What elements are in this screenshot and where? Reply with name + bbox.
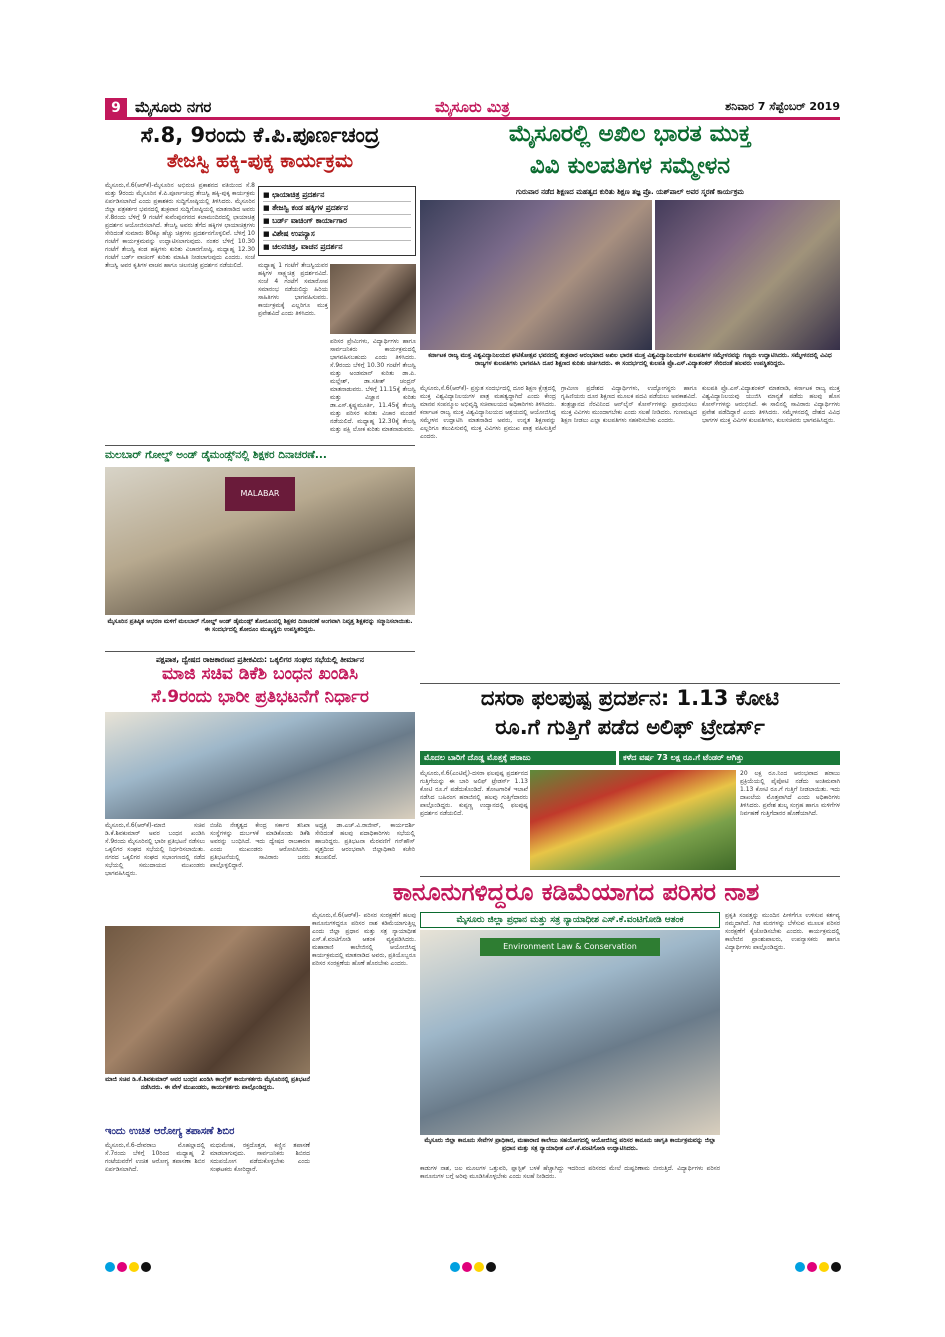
magenta-dot [807, 1262, 817, 1272]
dateline: ಶನಿವಾರ 7 ಸೆಪ್ಟೆಂಬರ್ 2019 [725, 100, 840, 113]
story7-caption: ಮಾಜಿ ಸಚಿವ ಡಿ.ಕೆ.ಶಿವಕುಮಾರ್ ಅವರ ಬಂಧನ ಖಂಡಿಸಿ ಕಾಂಗ್ರೆಸ್ ಕಾರ್ಯಕರ್ತರು ಮೈಸೂರಿನಲ್ಲಿ ಪ್ರತಿಭಟನೆ ನಡೆಸಿದರು. ಈ ವೇಳೆ ಮುಖಂಡರು, ಕಾರ್ಯಕರ್ತರು ಪಾಲ್ಗೊಂಡಿದ್ದರು. [105, 1076, 310, 1091]
section-title: ಮೈಸೂರು ನಗರ [135, 98, 212, 116]
cyan-dot [450, 1262, 460, 1272]
highlight-item: ■ ತೇಜಸ್ವಿ ಕಂಡ ಹಕ್ಕಿಗಳ ಪ್ರದರ್ಶನ [263, 202, 411, 215]
highlight-item: ■ ಬರ್ಡ್ ವಾಚಿಂಗ್ ಕಾರ್ಯಾಗಾರ [263, 215, 411, 228]
story2-photo-main [420, 200, 652, 350]
story1-headline-2: ತೇಜಸ್ವಿ ಹಕ್ಕಿ-ಪುಕ್ಕ ಕಾರ್ಯಕ್ರಮ [166, 150, 354, 172]
story1-highlights [258, 186, 416, 256]
story5-headline-2: ರೂ.ಗೆ ಗುತ್ತಿಗೆ ಪಡೆದ ಅಲಿಫ್ ಟ್ರೇಡರ್ಸ್ [495, 715, 765, 739]
malabar-sign: MALABAR [225, 477, 295, 511]
cyan-dot [105, 1262, 115, 1272]
story7-col2: ಮಧುಮೇಹ, ರಕ್ತದೊತ್ತಡ, ಕಣ್ಣಿನ ತಪಾಸಣೆ ಮಾಡಲಾಗುವುದು. ಸಾರ್ವಜನಿಕರು ಶಿಬಿರದ ಸದುಪಯೋಗ ಪಡೆದುಕೊಳ್ಳಬೇಕು ಎಂದು ಸಂಘಟಕರು ಕೋರಿದ್ದಾರೆ. [210, 1142, 310, 1173]
story6-col3: ಪ್ರಕೃತಿ ಸಂಪತ್ತನ್ನು ಮುಂದಿನ ಪೀಳಿಗೆಗೂ ಉಳಿಸುವ ಕರ್ತವ್ಯ ನಮ್ಮದಾಗಿದೆ. ಗಿಡ ಮರಗಳನ್ನು ಬೆಳೆಸುವ ಮೂಲಕ ಪರಿಸರ ಸಂರಕ್ಷಣೆಗೆ ಕೈಜೋಡಿಸಬೇಕು ಎಂದರು. ಕಾರ್ಯಕ್ರಮದಲ್ಲಿ ಕಾಲೇಜಿನ ಪ್ರಾಂಶುಪಾಲರು, ಉಪನ್ಯಾಸಕರು ಹಾಗೂ ವಿದ್ಯಾರ್ಥಿಗಳು ಪಾಲ್ಗೊಂಡಿದ್ದರು. [725, 912, 840, 951]
story5-col1: ಮೈಸೂರು,ಸೆ.6(ಎಂಟಿವೈ)-ದಸರಾ ಫಲಪುಷ್ಪ ಪ್ರದರ್ಶನದ ಗುತ್ತಿಗೆಯನ್ನು ಈ ಬಾರಿ ಅಲಿಫ್ ಟ್ರೇಡರ್ಸ್ 1.13 ಕೋಟಿ ರೂ.ಗೆ ಪಡೆದುಕೊಂಡಿದೆ. ತೋಟಗಾರಿಕೆ ಇಲಾಖೆ ನಡೆಸಿದ ಬಹಿರಂಗ ಹರಾಜಿನಲ್ಲಿ ಹಲವು ಗುತ್ತಿಗೆದಾರರು ಪಾಲ್ಗೊಂಡಿದ್ದರು. ಕುಪ್ಪಣ್ಣ ಉದ್ಯಾನದಲ್ಲಿ ಫಲಪುಷ್ಪ ಪ್ರದರ್ಶನ ನಡೆಯಲಿದೆ. [420, 770, 528, 817]
registration-marks-center [450, 1262, 496, 1272]
divider [105, 445, 415, 446]
event-banner: Environment Law & Conservation [480, 938, 660, 956]
story3-caption: ಮೈಸೂರಿನ ಪ್ರತಿಷ್ಠಿತ ಆಭರಣ ಮಳಿಗೆ ಮಲಬಾರ್ ಗೋಲ್ಡ್ ಅಂಡ್ ಡೈಮಂಡ್ಸ್ ಶೋರೂಂನಲ್ಲಿ ಶಿಕ್ಷಕರ ದಿನಾಚರಣೆ ಅಂಗವಾಗಿ ನಿವೃತ್ತ ಶಿಕ್ಷಕರನ್ನು ಸನ್ಮಾನಿಸಲಾಯಿತು. ಈ ಸಂದರ್ಭದಲ್ಲಿ ಶೋರೂಂ ಮುಖ್ಯಸ್ಥರು ಉಪಸ್ಥಿತರಿದ್ದರು. [107, 618, 413, 633]
black-dot [486, 1262, 496, 1272]
story1-headline-1: ಸೆ.8, 9ರಂದು ಕೆ.ಪಿ.ಪೂರ್ಣಚಂದ್ರ [140, 123, 380, 147]
brand-logo: ಮೈಸೂರು ಮಿತ್ರ [435, 98, 510, 116]
story4-photo [105, 712, 415, 819]
cyan-dot [795, 1262, 805, 1272]
story7-photo [105, 926, 310, 1074]
story1-col2: ಪರಿಸರ ಪ್ರೇಮಿಗಳು, ವಿದ್ಯಾರ್ಥಿಗಳು ಹಾಗೂ ಸಾರ್ವಜನಿಕರು ಕಾರ್ಯಕ್ರಮದಲ್ಲಿ ಭಾಗವಹಿಸಬಹುದು ಎಂದು ತಿಳಿಸಿದರು. ಸೆ.9ರಂದು ಬೆಳಿಗ್ಗೆ 10.30 ಗಂಟೆಗೆ ತೇಜಸ್ವಿ ಮತ್ತು ಅಂಡಮಾನ್ ಕುರಿತು ಡಾ.ಪಿ. ಮಲ್ಲೇಶ್, ಡಾ.ಸತೀಶ್ ಚಂದ್ರನ್ ಮಾತನಾಡುವರು. ಬೆಳಿಗ್ಗೆ 11.15ಕ್ಕೆ ತೇಜಸ್ವಿ ಮತ್ತು ವಿಜ್ಞಾನ ಕುರಿತು ಡಾ.ಎಸ್.ಕೃಷ್ಣಮೂರ್ತಿ, 11.45ಕ್ಕೆ ತೇಜಸ್ವಿ ಮತ್ತು ಪರಿಸರ ಕುರಿತು ವಿಚಾರ ಮಂಡನೆ ನಡೆಯಲಿದೆ. ಮಧ್ಯಾಹ್ನ 12.30ಕ್ಕೆ ತೇಜಸ್ವಿ ಮತ್ತು ಪಕ್ಷಿ ಲೋಕ ಕುರಿತು ಮಾತನಾಡುವರು. [330, 338, 416, 433]
highlight-item: ■ ಛಾಯಾಚಿತ್ರ ಪ್ರದರ್ಶನ [263, 189, 411, 202]
divider [105, 651, 415, 652]
story7-headline: ಇಂದು ಉಚಿತ ಆರೋಗ್ಯ ತಪಾಸಣೆ ಶಿಬಿರ [105, 1126, 235, 1137]
registration-marks-left [105, 1262, 151, 1272]
highlight-item: ■ ವಿಶೇಷ ಉಪನ್ಯಾಸ [263, 228, 411, 241]
story5-strip-2: ಕಳೆದ ವರ್ಷ 73 ಲಕ್ಷ ರೂ.ಗೆ ಟೆಂಡರ್ ಆಗಿತ್ತು [619, 751, 840, 765]
story5-photo [530, 770, 736, 870]
divider [420, 876, 840, 877]
story4-headline-1: ಮಾಜಿ ಸಚಿವ ಡಿಕೆಶಿ ಬಂಧನ ಖಂಡಿಸಿ [161, 664, 359, 684]
story3-headline: ಮಲಬಾರ್ ಗೋಲ್ಡ್ ಅಂಡ್ ಡೈಮಂಡ್ಸ್‌ನಲ್ಲಿ ಶಿಕ್ಷಕರ ದಿನಾಚರಣೆ... [105, 449, 327, 461]
story1-col1: ಮೈಸೂರು,ಸೆ.6(ಆರ್‌ಕೆ)-ಮೈಸೂರಿನ ಅಭಿರುಚಿ ಪ್ರಕಾಶನದ ವತಿಯಿಂದ ಸೆ.8 ಮತ್ತು 9ರಂದು ಮೈಸೂರಿನ ಕೆ.ಪಿ.ಪೂರ್ಣಚಂದ್ರ ತೇಜಸ್ವಿ ಹಕ್ಕಿ-ಪುಕ್ಕ ಕಾರ್ಯಕ್ರಮ ಏರ್ಪಡಿಸಲಾಗಿದೆ ಎಂದು ಪ್ರಕಾಶಕರು ಸುದ್ದಿಗೋಷ್ಠಿಯಲ್ಲಿ ತಿಳಿಸಿದರು. ಮೈಸೂರಿನ ಜಿಲ್ಲಾ ಪತ್ರಕರ್ತರ ಭವನದಲ್ಲಿ ಶುಕ್ರವಾರ ಸುದ್ದಿಗೋಷ್ಠಿಯಲ್ಲಿ ಮಾತನಾಡಿದ ಅವರು ಸೆ.8ರಂದು ಬೆಳಿಗ್ಗೆ 9 ಗಂಟೆಗೆ ಕುವೆಂಪುನಗರದ ಕಲಾಮಂದಿರದಲ್ಲಿ ಛಾಯಾಚಿತ್ರ ಪ್ರದರ್ಶನ ಆಯೋಜಿಸಲಾಗಿದೆ. ತೇಜಸ್ವಿ ಅವರು ತೆಗೆದ ಹಕ್ಕಿಗಳ ಛಾಯಾಚಿತ್ರಗಳು ಸೇರಿದಂತೆ ಸುಮಾರು 80ಕ್ಕೂ ಹೆಚ್ಚು ಚಿತ್ರಗಳು ಪ್ರದರ್ಶನಗೊಳ್ಳಲಿವೆ. ಬೆಳಿಗ್ಗೆ 10 ಗಂಟೆಗೆ ಕಾರ್ಯಕ್ರಮವನ್ನು ಉದ್ಘಾಟಿಸಲಾಗುವುದು. ನಂತರ ಬೆಳಿಗ್ಗೆ 10.30 ಗಂಟೆಗೆ ತೇಜಸ್ವಿ ಕಂಡ ಹಕ್ಕಿಗಳು ಕುರಿತು ವಿಚಾರಗೋಷ್ಠಿ, ಮಧ್ಯಾಹ್ನ 12.30 ಗಂಟೆಗೆ ಬರ್ಡ್ ವಾಚಿಂಗ್ ಕುರಿತು ಮಾಹಿತಿ ನೀಡಲಾಗುವುದು ಎಂದರು. ಸಂಜೆ ತೇಜಸ್ವಿ ಅವರ ಕೃತಿಗಳ ವಾಚನ ಹಾಗೂ ಚಲನಚಿತ್ರ ಪ್ರದರ್ಶನ ನಡೆಯಲಿದೆ. [105, 182, 255, 269]
story3-photo [105, 467, 415, 615]
magenta-dot [117, 1262, 127, 1272]
yellow-dot [474, 1262, 484, 1272]
story2-photo-side [655, 200, 840, 350]
story4-col1: ಮೈಸೂರು,ಸೆ.6(ಆರ್‌ಕೆ)-ಮಾಜಿ ಸಚಿವ ಡಿ.ಕೆ.ಶಿವಕುಮಾರ್ ಅವರ ಬಂಧನ ಖಂಡಿಸಿ ಸೆ.9ರಂದು ಮೈಸೂರಿನಲ್ಲಿ ಭಾರೀ ಪ್ರತಿಭಟನೆ ನಡೆಸಲು ಒಕ್ಕಲಿಗರ ಸಂಘದ ಸಭೆಯಲ್ಲಿ ನಿರ್ಧರಿಸಲಾಯಿತು. ನಗರದ ಒಕ್ಕಲಿಗರ ಸಂಘದ ಸಭಾಂಗಣದಲ್ಲಿ ನಡೆದ ಸಭೆಯಲ್ಲಿ ಸಮುದಾಯದ ಮುಖಂಡರು ಭಾಗವಹಿಸಿದ್ದರು. [105, 822, 205, 877]
story2-headline-1: ಮೈಸೂರಲ್ಲಿ ಅಖಿಲ ಭಾರತ ಮುಕ್ತ [508, 121, 752, 147]
story6-caption: ಮೈಸೂರು ಜಿಲ್ಲಾ ಕಾನೂನು ಸೇವೆಗಳ ಪ್ರಾಧಿಕಾರ, ಮಹಾರಾಣಿ ಕಾಲೇಜು ಸಹಯೋಗದಲ್ಲಿ ಆಯೋಜಿಸಿದ್ದ ಪರಿಸರ ಕಾನೂನು ಜಾಗೃತಿ ಕಾರ್ಯಕ್ರಮವನ್ನು ಜಿಲ್ಲಾ ಪ್ರಧಾನ ಮತ್ತು ಸತ್ರ ನ್ಯಾಯಾಧೀಶ ಎಸ್.ಕೆ.ವಂಟಿಗೋಡಿ ಉದ್ಘಾಟಿಸಿದರು. [424, 1137, 716, 1152]
story2-col3: ಕುಲಪತಿ ಪ್ರೊ.ಎಸ್.ವಿದ್ಯಾಶಂಕರ್ ಮಾತನಾಡಿ, ಕರ್ನಾಟಕ ರಾಜ್ಯ ಮುಕ್ತ ವಿಶ್ವವಿದ್ಯಾನಿಲಯವು ಯುಜಿಸಿ ಮಾನ್ಯತೆ ಪಡೆದು ಹಲವು ಹೊಸ ಕೋರ್ಸ್‌ಗಳನ್ನು ಆರಂಭಿಸಿದೆ. ಈ ಸಾಲಿನಲ್ಲಿ ಸಾವಿರಾರು ವಿದ್ಯಾರ್ಥಿಗಳು ಪ್ರವೇಶ ಪಡೆದಿದ್ದಾರೆ ಎಂದು ತಿಳಿಸಿದರು. ಸಮ್ಮೇಳನದಲ್ಲಿ ದೇಶದ ವಿವಿಧ ಭಾಗಗಳ ಮುಕ್ತ ವಿವಿಗಳ ಕುಲಪತಿಗಳು, ಕುಲಸಚಿವರು ಭಾಗವಹಿಸಿದ್ದರು. [702, 385, 840, 424]
magenta-dot [462, 1262, 472, 1272]
story2-col1: ಮೈಸೂರು,ಸೆ.6(ಆರ್‌ಕೆ)- ಪ್ರಸ್ತುತ ಸಂದರ್ಭದಲ್ಲಿ ದೂರ ಶಿಕ್ಷಣ ಕ್ಷೇತ್ರದಲ್ಲಿ ಮುಕ್ತ ವಿಶ್ವವಿದ್ಯಾನಿಲಯಗಳ ಪಾತ್ರ ಮಹತ್ವದ್ದಾಗಿದೆ ಎಂದು ಕೇಂದ್ರ ಮಾನವ ಸಂಪನ್ಮೂಲ ಅಭಿವೃದ್ಧಿ ಸಚಿವಾಲಯದ ಅಧಿಕಾರಿಗಳು ತಿಳಿಸಿದರು. ಕರ್ನಾಟಕ ರಾಜ್ಯ ಮುಕ್ತ ವಿಶ್ವವಿದ್ಯಾನಿಲಯದ ಆಶ್ರಯದಲ್ಲಿ ಆಯೋಜಿಸಿದ್ದ ಸಮ್ಮೇಳನ ಉದ್ಘಾಟಿಸಿ ಮಾತನಾಡಿದ ಅವರು, ಉನ್ನತ ಶಿಕ್ಷಣವನ್ನು ಎಲ್ಲರಿಗೂ ತಲುಪಿಸುವಲ್ಲಿ ಮುಕ್ತ ವಿವಿಗಳು ಪ್ರಮುಖ ಪಾತ್ರ ವಹಿಸುತ್ತಿವೆ ಎಂದರು. [420, 385, 556, 440]
highlight-item: ■ ಚಲನಚಿತ್ರ, ವಾಚನ ಪ್ರದರ್ಶನ [263, 241, 411, 253]
divider [420, 683, 840, 684]
story2-headline-2: ವಿವಿ ಕುಲಪತಿಗಳ ಸಮ್ಮೇಳನ [529, 153, 731, 179]
story1-col2-top: ಮಧ್ಯಾಹ್ನ 1 ಗಂಟೆಗೆ ತೇಜಸ್ವಿಯವರ ಹಕ್ಕಿಗಳ ಸಾಕ್ಷ್ಯಚಿತ್ರ ಪ್ರದರ್ಶನವಿದೆ. ಸಂಜೆ 4 ಗಂಟೆಗೆ ಸಮಾರೋಪ ಸಮಾರಂಭ ನಡೆಯಲಿದ್ದು ಹಿರಿಯ ಸಾಹಿತಿಗಳು ಭಾಗವಹಿಸುವರು. ಕಾರ್ಯಕ್ರಮಕ್ಕೆ ಎಲ್ಲರಿಗೂ ಮುಕ್ತ ಪ್ರವೇಶವಿದೆ ಎಂದು ತಿಳಿಸಿದರು. [258, 262, 328, 317]
story5-col2: 20 ಲಕ್ಷ ರೂ.ನಿಂದ ಆರಂಭವಾದ ಹರಾಜು ಪ್ರಕ್ರಿಯೆಯಲ್ಲಿ ಪೈಪೋಟಿ ನಡೆದು ಅಂತಿಮವಾಗಿ 1.13 ಕೋಟಿ ರೂ.ಗೆ ಗುತ್ತಿಗೆ ನೀಡಲಾಯಿತು. ಇದು ದಾಖಲೆಯ ಮೊತ್ತವಾಗಿದೆ ಎಂದು ಅಧಿಕಾರಿಗಳು ತಿಳಿಸಿದರು. ಪ್ರವೇಶ ಶುಲ್ಕ ಸಂಗ್ರಹ ಹಾಗೂ ಮಳಿಗೆಗಳ ನಿರ್ವಹಣೆ ಗುತ್ತಿಗೆದಾರರ ಹೊಣೆಯಾಗಿದೆ. [740, 770, 840, 817]
black-dot [831, 1262, 841, 1272]
story2-kicker: ಗುರುವಾರ ನಡೆದ ಶಿಕ್ಷಣದ ಮಹತ್ವದ ಕುರಿತು ಶಿಕ್ಷಣ ತಜ್ಞ ಪ್ರೊ. ಯಶ್‌ಪಾಲ್ ಅವರ ಸ್ಮರಣೆ ಕಾರ್ಯಕ್ರಮ [516, 188, 744, 196]
story6-photo [420, 930, 720, 1135]
story2-caption: ಕರ್ನಾಟಕ ರಾಜ್ಯ ಮುಕ್ತ ವಿಶ್ವವಿದ್ಯಾನಿಲಯದ ಘಟಿಕೋತ್ಸವ ಭವನದಲ್ಲಿ ಶುಕ್ರವಾರ ಆರಂಭವಾದ ಅಖಿಲ ಭಾರತ ಮುಕ್ತ ವಿಶ್ವವಿದ್ಯಾನಿಲಯಗಳ ಕುಲಪತಿಗಳ ಸಮ್ಮೇಳನವನ್ನು ಗಣ್ಯರು ಉದ್ಘಾಟಿಸಿದರು. ಸಮ್ಮೇಳನದಲ್ಲಿ ವಿವಿಧ ರಾಜ್ಯಗಳ ಕುಲಪತಿಗಳು ಭಾಗವಹಿಸಿ ದೂರ ಶಿಕ್ಷಣದ ಕುರಿತು ಚರ್ಚಿಸಿದರು. ಈ ಸಂದರ್ಭದಲ್ಲಿ ಕುಲಪತಿ ಪ್ರೊ.ಎಸ್.ವಿದ್ಯಾಶಂಕರ್ ಸೇರಿದಂತೆ ಹಲವರು ಉಪಸ್ಥಿತರಿದ್ದರು. [428, 352, 832, 367]
story4-col3: ಅಧ್ಯಕ್ಷ ಡಾ.ಎಚ್.ವಿ.ರಾಜೀವ್, ಕಾರ್ಯದರ್ಶಿ ಸೇರಿದಂತೆ ಹಲವು ಪದಾಧಿಕಾರಿಗಳು ಸಭೆಯಲ್ಲಿ ಹಾಜರಿದ್ದರು. ಪ್ರತಿಭಟನಾ ಮೆರವಣಿಗೆ ಗನ್‌ಹೌಸ್ ವೃತ್ತದಿಂದ ಆರಂಭವಾಗಿ ಜಿಲ್ಲಾಧಿಕಾರಿ ಕಚೇರಿ ತಲುಪಲಿದೆ. [315, 822, 415, 861]
yellow-dot [129, 1262, 139, 1272]
page-number: 9 [105, 98, 127, 118]
story6-col2: ಕಾಡುಗಳ ನಾಶ, ಜಲ ಮೂಲಗಳ ಒತ್ತುವರಿ, ಪ್ಲಾಸ್ಟಿಕ್ ಬಳಕೆ ಹೆಚ್ಚಾಗಿದ್ದು ಇದರಿಂದ ಪರಿಸರದ ಮೇಲೆ ದುಷ್ಪರಿಣಾಮ ಬೀರುತ್ತಿದೆ. ವಿದ್ಯಾರ್ಥಿಗಳು ಪರಿಸರ ಕಾನೂನುಗಳ ಬಗ್ಗೆ ಅರಿವು ಮೂಡಿಸಿಕೊಳ್ಳಬೇಕು ಎಂದು ಸಲಹೆ ನೀಡಿದರು. [420, 1165, 720, 1180]
story6-col1: ಮೈಸೂರು,ಸೆ.6(ಆರ್‌ಕೆ)- ಪರಿಸರ ಸಂರಕ್ಷಣೆಗೆ ಹಲವು ಕಾನೂನುಗಳಿದ್ದರೂ ಪರಿಸರ ನಾಶ ಕಡಿಮೆಯಾಗುತ್ತಿಲ್ಲ ಎಂದು ಜಿಲ್ಲಾ ಪ್ರಧಾನ ಮತ್ತು ಸತ್ರ ನ್ಯಾಯಾಧೀಶ ಎಸ್.ಕೆ.ವಂಟಿಗೋಡಿ ಆತಂಕ ವ್ಯಕ್ತಪಡಿಸಿದರು. ಮಹಾರಾಣಿ ಕಾಲೇಜಿನಲ್ಲಿ ಆಯೋಜಿಸಿದ್ದ ಕಾರ್ಯಕ್ರಮದಲ್ಲಿ ಮಾತನಾಡಿದ ಅವರು, ಪ್ರತಿಯೊಬ್ಬರೂ ಪರಿಸರ ಸಂರಕ್ಷಣೆಯ ಹೊಣೆ ಹೊರಬೇಕು ಎಂದರು. [312, 912, 416, 967]
story6-headline: ಕಾನೂನುಗಳಿದ್ದರೂ ಕಡಿಮೆಯಾಗದ ಪರಿಸರ ನಾಶ [392, 878, 760, 906]
story4-col2: ಬಿಜೆಪಿ ನೇತೃತ್ವದ ಕೇಂದ್ರ ಸರ್ಕಾರ ತನಿಖಾ ಸಂಸ್ಥೆಗಳನ್ನು ದುರ್ಬಳಕೆ ಮಾಡಿಕೊಂಡು ಡಿಕೆಶಿ ಅವರನ್ನು ಬಂಧಿಸಿದೆ. ಇದು ದ್ವೇಷದ ರಾಜಕಾರಣ ಎಂದು ಮುಖಂಡರು ಆರೋಪಿಸಿದರು. ಪ್ರತಿಭಟನೆಯಲ್ಲಿ ಸಾವಿರಾರು ಜನರು ಪಾಲ್ಗೊಳ್ಳಲಿದ್ದಾರೆ. [210, 822, 310, 869]
story2-col2: ಗ್ರಾಮೀಣ ಪ್ರದೇಶದ ವಿದ್ಯಾರ್ಥಿಗಳು, ಉದ್ಯೋಗಸ್ಥರು ಹಾಗೂ ಗೃಹಿಣಿಯರು ದೂರ ಶಿಕ್ಷಣದ ಮೂಲಕ ಪದವಿ ಪಡೆಯಲು ಅವಕಾಶವಿದೆ. ತಂತ್ರಜ್ಞಾನದ ನೆರವಿನಿಂದ ಆನ್‌ಲೈನ್ ಕೋರ್ಸ್‌ಗಳನ್ನು ಪ್ರಾರಂಭಿಸಲು ಮುಕ್ತ ವಿವಿಗಳು ಮುಂದಾಗಬೇಕು ಎಂದು ಸಲಹೆ ನೀಡಿದರು. ಗುಣಮಟ್ಟದ ಶಿಕ್ಷಣ ನೀಡಲು ಎಲ್ಲಾ ಕುಲಪತಿಗಳು ಸಹಕರಿಸಬೇಕು ಎಂದರು. [561, 385, 697, 424]
masthead [105, 98, 840, 120]
black-dot [141, 1262, 151, 1272]
yellow-dot [819, 1262, 829, 1272]
story4-kicker: ಪಕ್ಷಪಾತ, ದ್ವೇಷದ ರಾಜಕಾರಣದ ಪ್ರತೀಕವಿದು: ಒಕ್ಕಲಿಗರ ಸಂಘದ ಸಭೆಯಲ್ಲಿ ತೀರ್ಮಾನ [155, 655, 365, 664]
story6-kicker: ಮೈಸೂರು ಜಿಲ್ಲಾ ಪ್ರಧಾನ ಮತ್ತು ಸತ್ರ ನ್ಯಾಯಾಧೀಶ ಎಸ್.ಕೆ.ವಂಟಿಗೋಡಿ ಆತಂಕ [420, 912, 720, 928]
registration-marks-right [795, 1262, 841, 1272]
story1-portrait [330, 264, 416, 334]
story4-headline-2: ಸೆ.9ರಂದು ಭಾರೀ ಪ್ರತಿಭಟನೆಗೆ ನಿರ್ಧಾರ [151, 687, 369, 707]
story7-col1: ಮೈಸೂರು,ಸೆ.6-ದೇವರಾಜ ಮೊಹಲ್ಲಾದಲ್ಲಿ ಸೆ.7ರಂದು ಬೆಳಿಗ್ಗೆ 10ರಿಂದ ಮಧ್ಯಾಹ್ನ 2 ಗಂಟೆಯವರೆಗೆ ಉಚಿತ ಆರೋಗ್ಯ ತಪಾಸಣಾ ಶಿಬಿರ ಏರ್ಪಡಿಸಲಾಗಿದೆ. [105, 1142, 205, 1173]
story5-headline-1: ದಸರಾ ಫಲಪುಷ್ಪ ಪ್ರದರ್ಶನ: 1.13 ಕೋಟಿ [480, 686, 780, 710]
story5-strip-1: ಮೊದಲ ಬಾರಿಗೆ ದೊಡ್ಡ ಮೊತ್ತಕ್ಕೆ ಹರಾಜು [420, 751, 616, 765]
